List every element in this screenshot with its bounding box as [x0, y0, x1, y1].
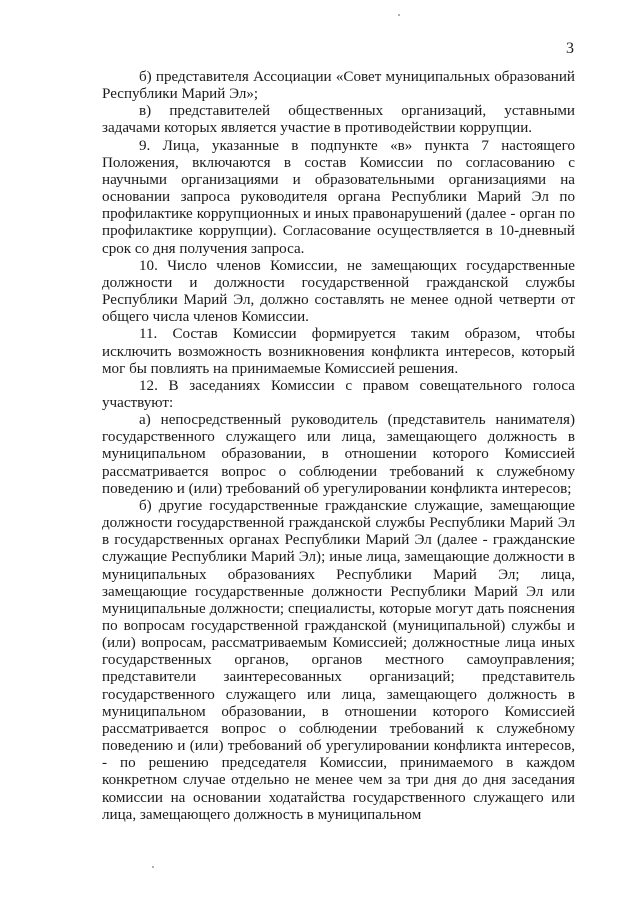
paragraph-clause-9: 9. Лица, указанные в подпункте «в» пункта 7 настоящего Положения, включаются в состав Комиссии по согласованию с научными организациями и образовательными организациями на основании запроса руководителя органа Республики Марий Эл по профилактике коррупционных и иных правонарушений (далее - орган по профилактике коррупции). Согласование осуществляется в 10-дневный срок со дня получения запроса. — [102, 137, 575, 257]
scan-speck — [152, 866, 154, 868]
paragraph-item-v-public-orgs: в) представителей общественных организаций, уставными задачами которых является участие в противодействии коррупции. — [102, 103, 575, 137]
paragraph-clause-12-a: а) непосредственный руководитель (представитель нанимателя) государственного служащего или лица, замещающего должность в муниципальном образовании, в отношении которого Комиссией рассматривается вопрос о соблюдении требований к служебному поведению и (или) требований об урегулировании конфликта интересов; — [102, 412, 575, 497]
scan-speck — [398, 14, 400, 16]
paragraph-clause-11: 11. Состав Комиссии формируется таким образом, чтобы исключить возможность возникновения конфликта интересов, который мог бы повлиять на принимаемые Комиссией решения. — [102, 326, 575, 377]
page-number: 3 — [566, 40, 574, 57]
document-body — [102, 69, 575, 824]
paragraph-clause-10: 10. Число членов Комиссии, не замещающих государственные должности и должности государственной гражданской службы Республики Марий Эл, должно составлять не менее одной четверти от общего числа членов Комиссии. — [102, 257, 575, 326]
paragraph-clause-12: 12. В заседаниях Комиссии с правом совещательного голоса участвуют: — [102, 377, 575, 411]
paragraph-clause-12-b: б) другие государственные гражданские служащие, замещающие должности государственной гражданской службы Республики Марий Эл в государственных органах Республики Марий Эл (далее - гражданские служащие Республики Марий Эл); иные лица, замещающие должности в муниципальных образованиях Республики Марий Эл; лица, замещающие государственные должности Республики Марий Эл или муниципальные должности; специалисты, которые могут дать пояснения по вопросам государственной гражданской (муниципальной) службы и (или) вопросам, рассматриваемым Комиссией; должностные лица иных государственных органов, органов местного самоуправления; представители заинтересованных организаций; представитель государственного служащего или лица, замещающего должность в муниципальном образовании, в отношении которого Комиссией рассматривается вопрос о соблюдении требований к служебному поведению и (или) требований об урегулировании конфликта интересов, - по решению председателя Комиссии, принимаемого в каждом конкретном случае отдельно не менее чем за три дня до дня заседания комиссии на основании ходатайства государственного служащего или лица, замещающего должность в муниципальном — [102, 497, 575, 823]
paragraph-item-b-association: б) представителя Ассоциации «Совет муниципальных образований Республики Марий Эл»; — [102, 69, 575, 103]
